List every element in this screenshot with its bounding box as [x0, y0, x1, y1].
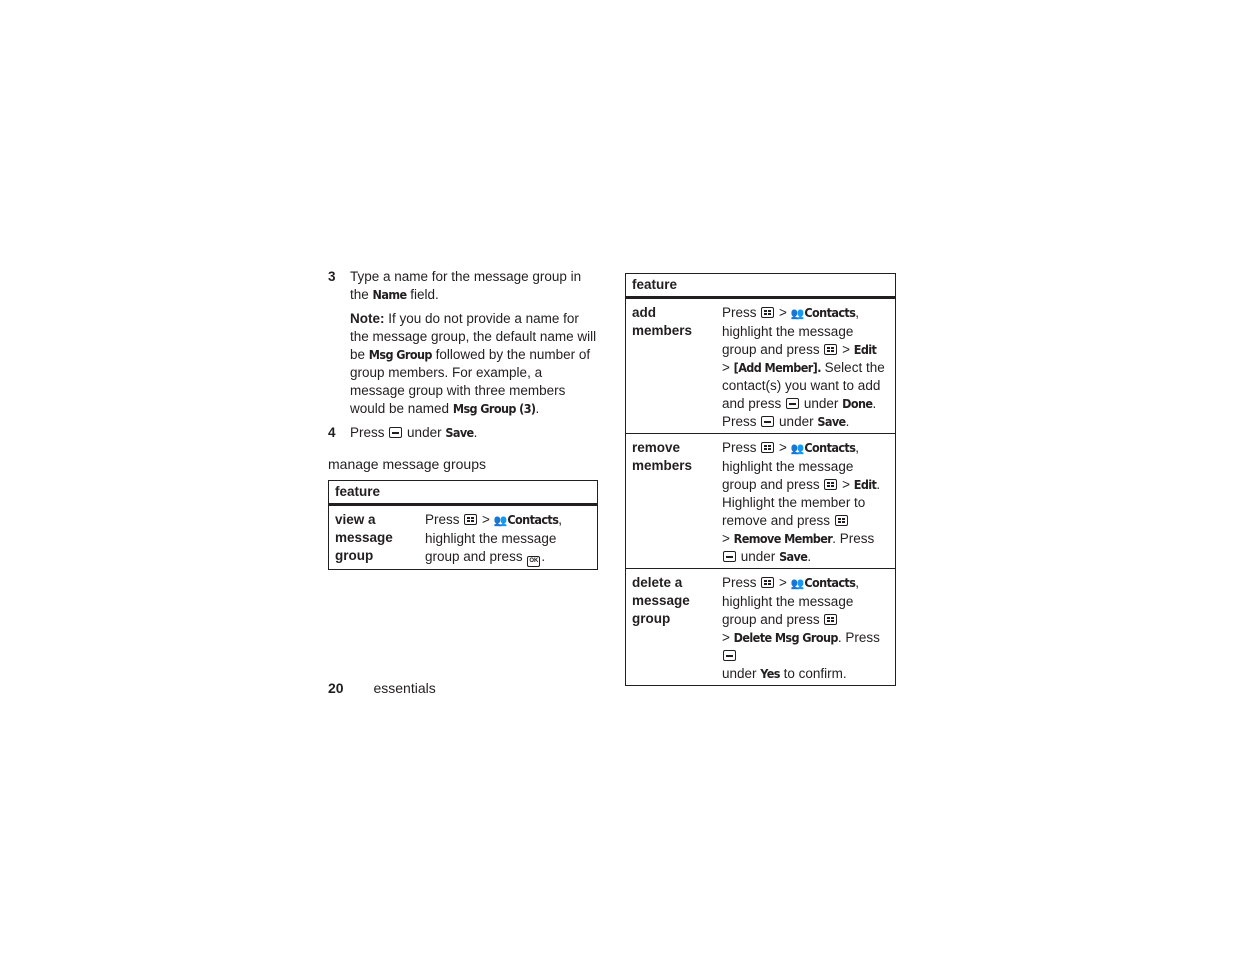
menu-key-icon [835, 515, 848, 526]
menu-key-icon [761, 307, 774, 318]
soft-key-icon [723, 650, 736, 661]
page-footer [328, 680, 436, 696]
note: Note: If you do not provide a name for the message group, the default name will be Msg Group followed by the number of group members. For example, a message group with three members would be named Msg Group (3). [350, 311, 597, 416]
feature-name: delete a message group [626, 569, 717, 686]
page-number: 20 [328, 680, 344, 696]
ui-name-label: Name [372, 287, 407, 302]
feature-name: remove members [626, 434, 717, 569]
table-row [626, 569, 896, 686]
section-name: essentials [373, 680, 436, 696]
feature-description: Press > 👥 Contacts, highlight the message group and press > Edit > [Add Member]. Select the contact(s) you want to add and press under Done. Press under Save. [722, 305, 885, 429]
contacts-icon: 👥 [790, 578, 803, 590]
section-title: manage message groups [328, 456, 486, 472]
feature-description: Press > 👥 Contacts, highlight the message group and press OK . [419, 505, 598, 570]
table-row [626, 434, 896, 569]
table-row [329, 505, 598, 570]
step-number: 3 [328, 269, 336, 284]
menu-key-icon [824, 344, 837, 355]
step-number: 4 [328, 425, 336, 440]
feature-table-right [625, 273, 896, 686]
soft-key-icon [786, 398, 799, 409]
contacts-icon: 👥 [790, 308, 803, 320]
feature-table-left [328, 480, 598, 570]
table-header: feature [329, 481, 598, 505]
soft-key-icon [389, 427, 402, 438]
right-column [625, 273, 896, 686]
left-column [328, 268, 598, 570]
menu-key-icon [824, 479, 837, 490]
step-3: 3 Type a name for the message group in the Name field. [328, 269, 582, 302]
feature-name: add members [632, 305, 693, 338]
feature-description: Press > 👥 Contacts, highlight the message group and press > Delete Msg Group. Press under Yes to confirm. [716, 569, 896, 686]
ok-key-icon: OK [527, 556, 540, 567]
menu-key-icon [761, 442, 774, 453]
menu-key-icon [824, 614, 837, 625]
contacts-icon: 👥 [493, 515, 506, 527]
step-4: 4 Press under Save. [328, 425, 478, 440]
soft-key-icon [761, 416, 774, 427]
contacts-icon: 👥 [790, 443, 803, 455]
menu-key-icon [761, 577, 774, 588]
table-header: feature [626, 274, 896, 298]
menu-key-icon [464, 514, 477, 525]
note-label: Note: [350, 311, 385, 326]
table-row [626, 298, 896, 434]
feature-name: view a message group [335, 512, 393, 563]
feature-description: Press > 👥 Contacts, highlight the message group and press > Edit. Highlight the member to remove and press > Remove Member. Press under Save. [716, 434, 896, 569]
soft-key-icon [723, 551, 736, 562]
